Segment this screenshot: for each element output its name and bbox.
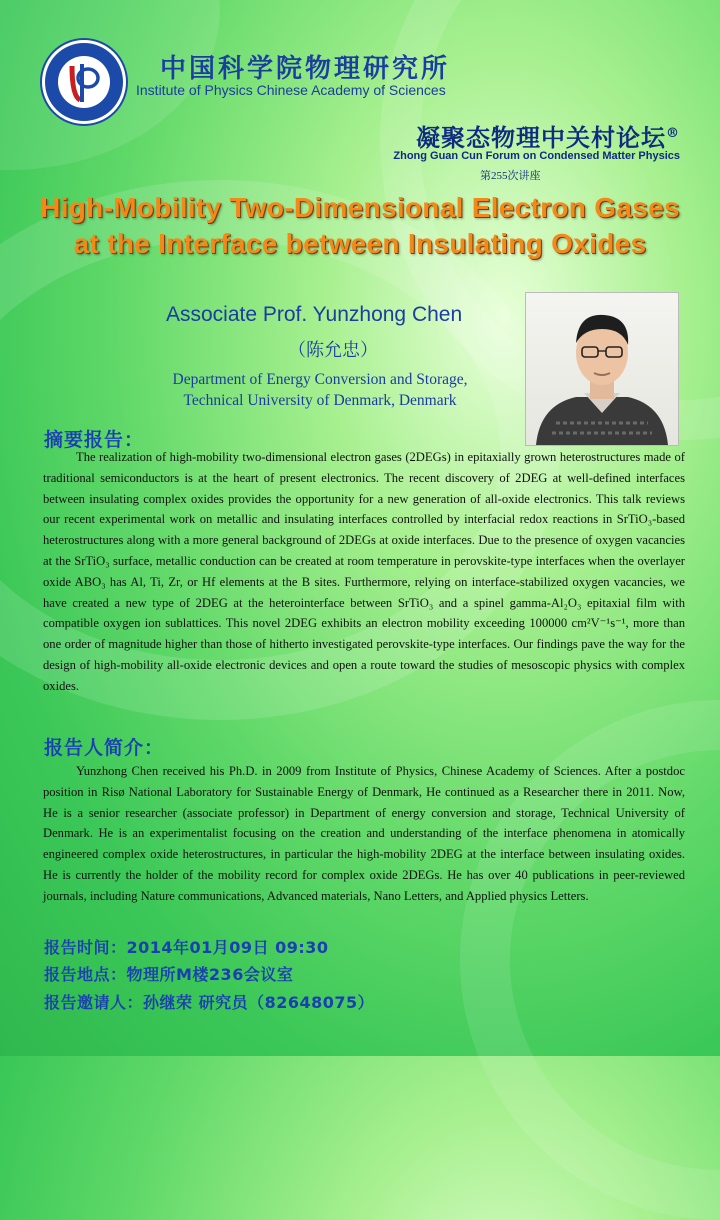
institute-name-en: Institute of Physics Chinese Academy of Sciences <box>136 82 446 98</box>
abstract-text: The realization of high-mobility two-dimensional electron gases (2DEGs) in epitaxially grown heterostructures made of traditional semiconductors is at the heart of present electronics. The recent discovery of 2DEG at well-defined interfaces between insulating complex oxides provides the opportunity for a new generation of all-oxide electronics. This talk reviews our recent experimental work on metallic and insulating interfaces controlled by interfacial redox reactions in SrTiO₃-based heterostructures along with a more general background of 2DEGs at oxide interfaces. Due to the presence of oxygen vacancies at the SrTiO₃ surface, metallic conduction can be created at room temperature in perovskite-type interfaces when the overlayer oxide ABO₃ has Al, Ti, Zr, or Hf elements at the B sites. Furthermore, relying on interface-stabilized oxygen vacancies, we have created a new type of 2DEG at the heterointerface between SrTiO₃ and a spinel gamma-Al₂O₃ epitaxial film with compatible oxygen ion sublattices. This novel 2DEG exhibits an electron mobility exceeding 100000 cm²V⁻¹s⁻¹, more than one order of magnitude higher than those of hitherto investigated perovskite-type interfaces. Our findings pave the way for the design of high-mobility all-oxide electronic devices and open a route toward the studies of mesoscopic physics with complex oxides. <box>43 450 685 693</box>
talk-time: 报告时间：2014年01月09日 09:30 <box>44 938 329 957</box>
speaker-name-cn: （陈允忠） <box>288 340 378 361</box>
abstract-heading: 摘要报告： <box>44 429 145 451</box>
bio-text: Yunzhong Chen received his Ph.D. in 2009 from Institute of Physics, Chinese Academy of Sciences. After a postdoc position in Risø National Laboratory for Sustainable Energy of Denmark, He continued as a Researcher there in 2011. Now, He is a senior researcher (associate professor) in Department of energy conversion and storage, Technical University of Denmark. He is an experimentalist focusing on the creation and understanding of the interface phenomena in atomically engineered complex oxide heterostructures, in particular the high-mobility 2DEG at the interface between insulating oxides. He is currently the holder of the mobility record for complex oxide 2DEGs. He has over 40 publications in peer-reviewed journals, including Nature communications, Advanced materials, Nano Letters, and Applied physics Letters. <box>43 764 685 903</box>
lecture-number: 第255次讲座 <box>480 170 541 182</box>
talk-location: 报告地点：物理所M楼236会议室 <box>44 965 294 984</box>
forum-name-en: Zhong Guan Cun Forum on Condensed Matter Physics <box>393 150 680 162</box>
talk-host: 报告邀请人：孙继荣 研究员（82648075） <box>44 993 375 1012</box>
speaker-photo <box>525 292 679 446</box>
bio-heading: 报告人简介： <box>44 737 165 759</box>
title-line-2: at the Interface between Insulating Oxides <box>73 228 647 259</box>
institute-logo <box>42 40 126 124</box>
institute-name-cn: 中国科学院物理研究所 <box>160 54 451 84</box>
registered-mark: ® <box>666 126 680 141</box>
speaker-name: Associate Prof. Yunzhong Chen <box>166 303 463 326</box>
speaker-affiliation: Department of Energy Conversion and Storage, Technical University of Denmark, Denmark <box>172 371 468 409</box>
title-line-1: High-Mobility Two-Dimensional Electron Gases <box>40 192 680 223</box>
forum-name-cn: 凝聚态物理中关村论坛® <box>416 123 680 152</box>
talk-title <box>0 190 720 262</box>
